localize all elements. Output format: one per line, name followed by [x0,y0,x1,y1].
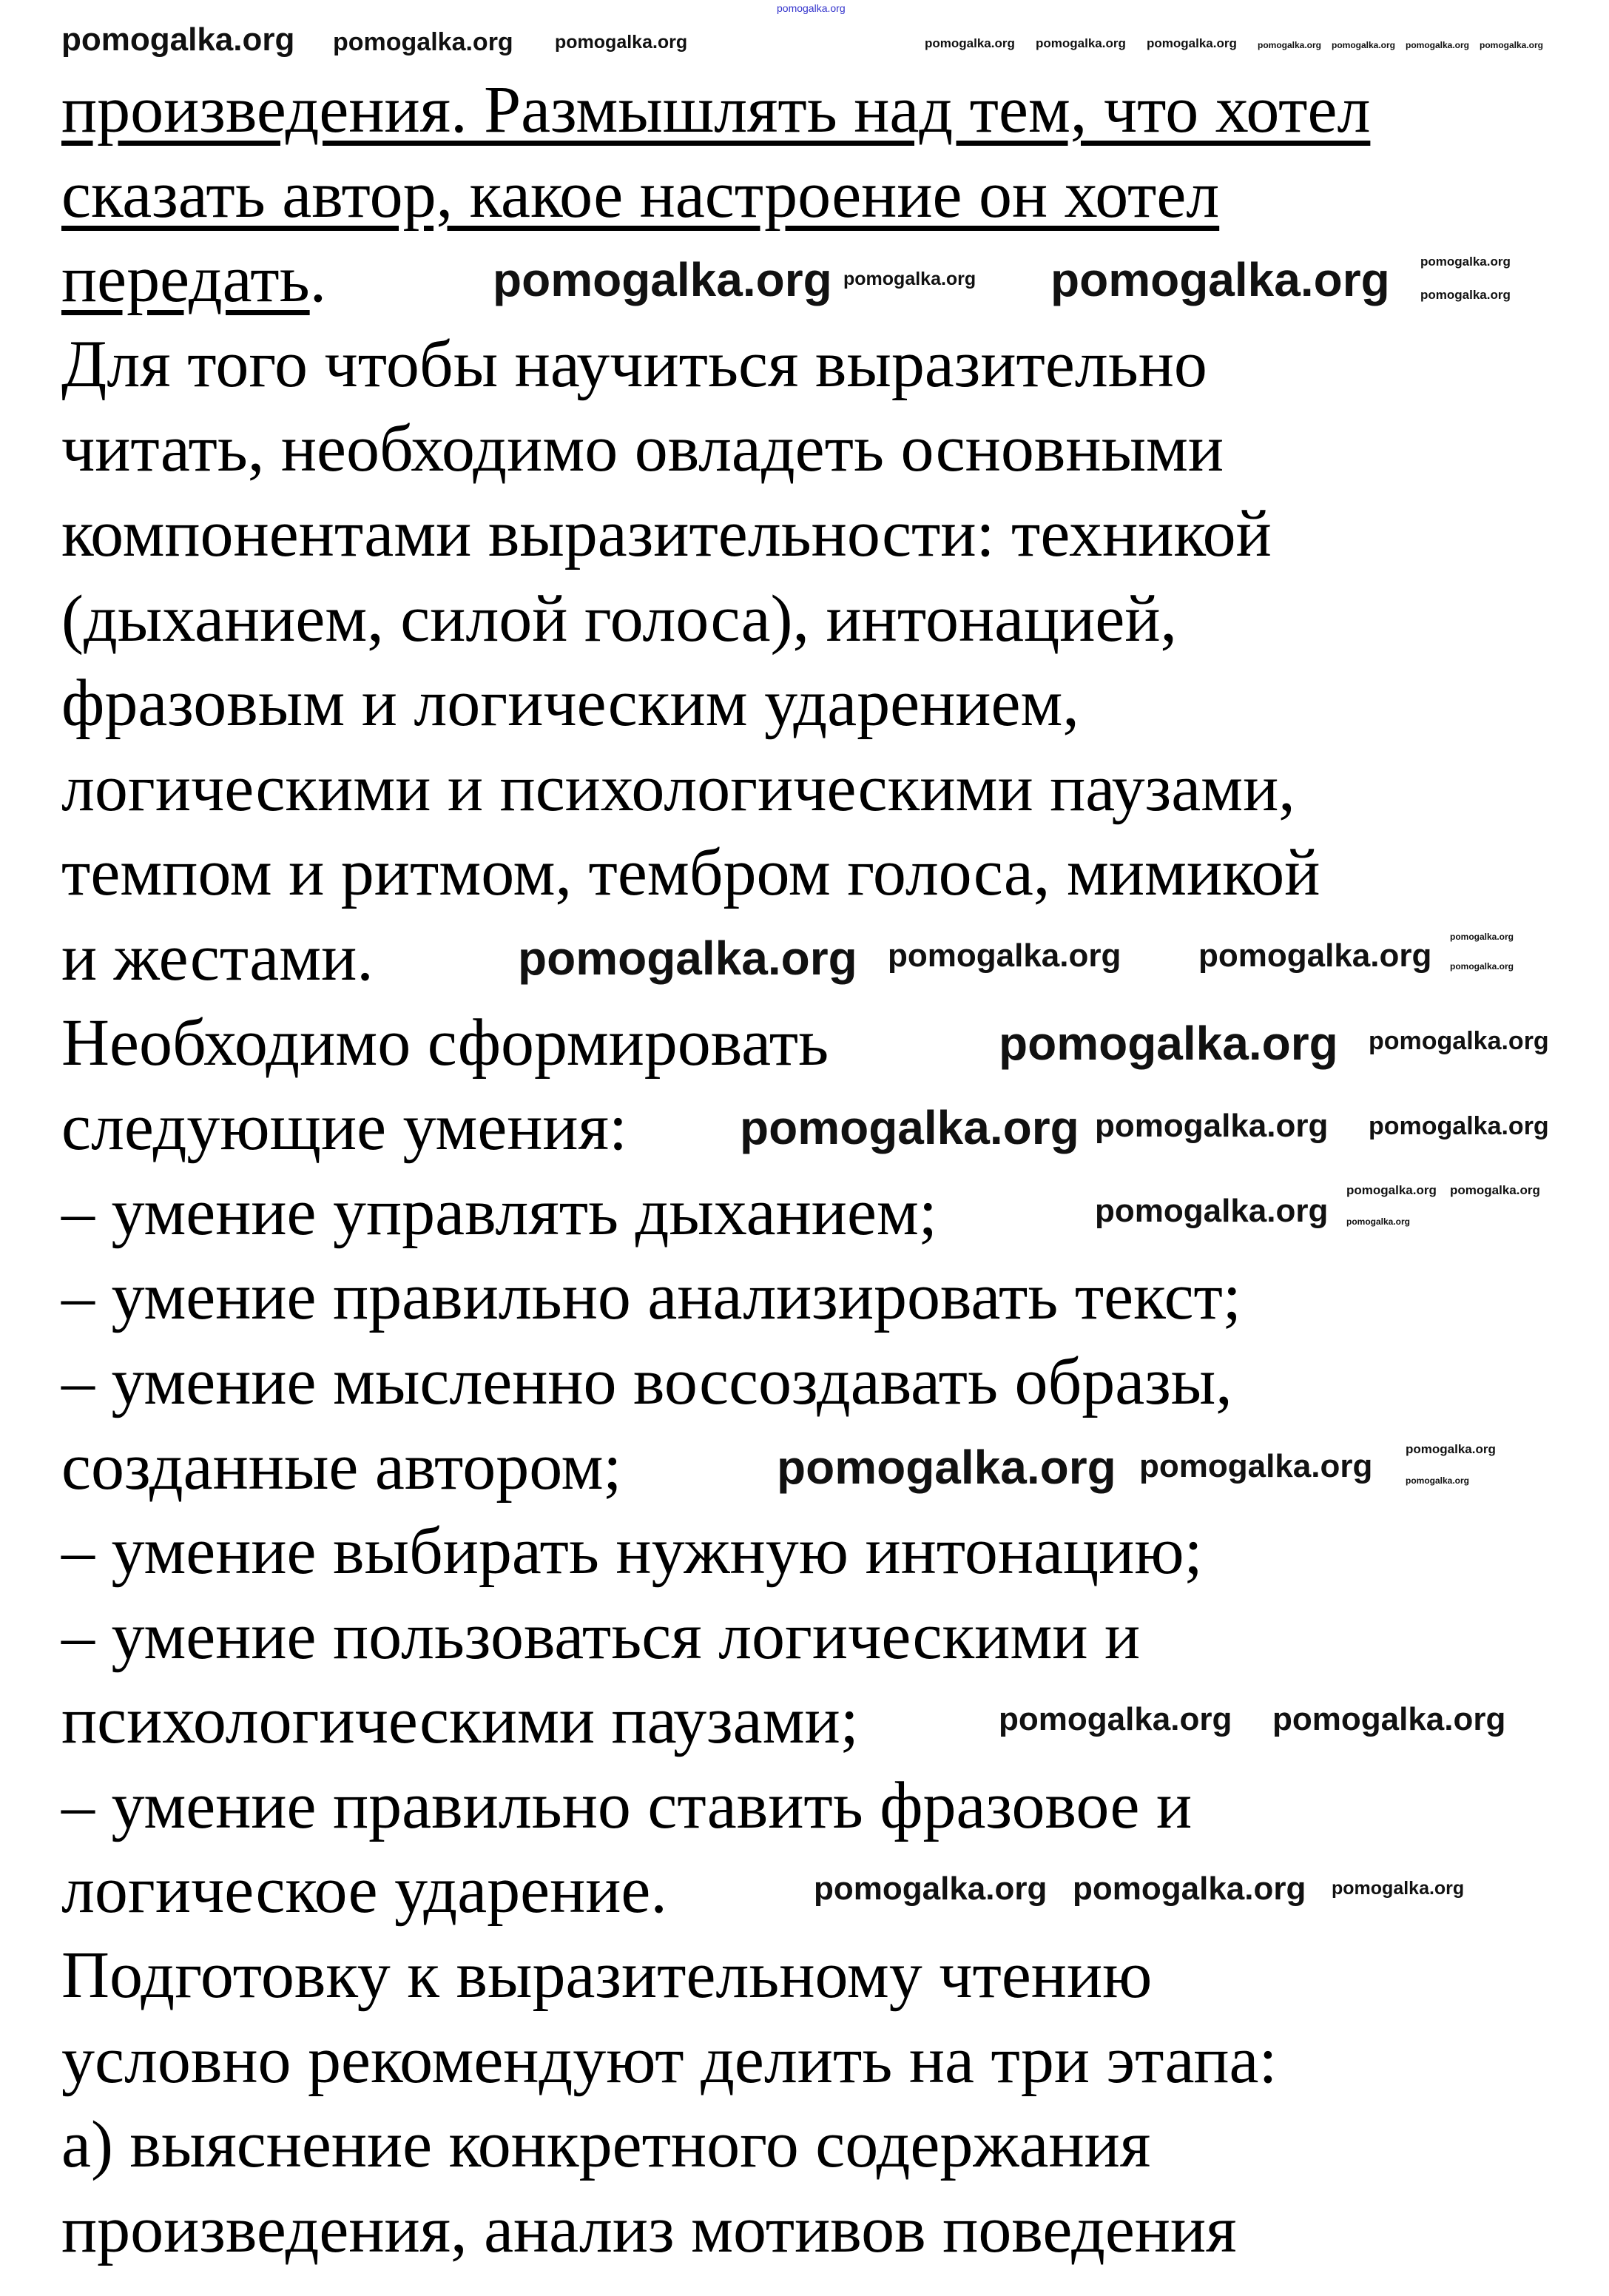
list-item: – умение выбирать нужную интонацию; [61,1515,1203,1589]
list-item: – умение правильно анализировать текст; [61,1260,1241,1334]
text-line: Подготовку к выразительному чтению [61,1939,1153,2013]
watermark: pomogalka.org [1450,961,1514,972]
list-item: – умение управлять дыханием; [61,1175,937,1249]
watermark: pomogalka.org [1095,1193,1329,1229]
text-line: следующие умения: [61,1091,627,1165]
list-item: – умение правильно ставить фразовое и [61,1768,1193,1842]
text-line: фразовым и логическим ударением, [61,667,1079,741]
watermark: pomogalka.org [1346,1216,1411,1227]
text-line: логическими и психологическими паузами, [61,751,1295,825]
text-line: Для того чтобы научиться выразительно [61,327,1207,401]
watermark: pomogalka.org [493,253,832,306]
text-line: (дыханием, силой голоса), интонацией, [61,582,1178,656]
document-text [61,68,1373,2272]
text-line: а) выяснение конкретного содержания [61,2108,1151,2182]
watermark: pomogalka.org [1036,36,1126,50]
watermark: pomogalka.org [999,1017,1338,1070]
watermark: pomogalka.org [1050,253,1390,306]
header-watermark: pomogalka.org [777,2,846,14]
text-line: компонентами выразительности: техникой [61,496,1272,570]
list-item: – умение мысленно воссоздавать образы, [61,1344,1232,1418]
watermark: pomogalka.org [1480,40,1544,50]
watermark: pomogalka.org [1450,1183,1540,1197]
watermark: pomogalka.org [1369,1027,1549,1055]
text-line: Необходимо сформировать [61,1006,829,1080]
text-line: сказать автор, какое настроение он хотел [61,158,1220,232]
watermark: pomogalka.org [1095,1108,1329,1144]
watermark: pomogalka.org [1406,1475,1470,1486]
text-line [61,238,326,323]
text-line: произведения, анализ мотивов поведения [61,2192,1237,2266]
watermark: pomogalka.org [1346,1183,1437,1197]
text-line: условно рекомендуют делить на три этапа: [61,2023,1278,2097]
watermark: pomogalka.org [1198,937,1432,974]
text-line: и жестами. [61,920,374,994]
watermark: pomogalka.org [1332,1878,1465,1899]
watermark: pomogalka.org [333,28,513,56]
watermark: pomogalka.org [1420,255,1511,269]
watermark: pomogalka.org [999,1701,1232,1737]
list-item: психологическими паузами; [61,1684,859,1758]
underlined-text: передать [61,243,310,317]
watermark: pomogalka.org [1332,40,1396,50]
watermark: pomogalka.org [1073,1871,1306,1907]
watermark: pomogalka.org [555,32,688,53]
list-item: созданные автором; [61,1430,622,1504]
text-line: читать, необходимо овладеть основными [61,412,1224,486]
watermark: pomogalka.org [925,36,1015,50]
watermark: pomogalka.org [1406,1442,1496,1456]
period: . [309,243,327,317]
watermark: pomogalka.org [518,932,857,985]
watermark: pomogalka.org [1147,36,1237,50]
list-item: логическое ударение. [61,1854,667,1928]
watermark: pomogalka.org [1272,1701,1506,1737]
list-item: – умение пользоваться логическими и [61,1599,1141,1673]
watermark: pomogalka.org [740,1101,1079,1154]
watermark: pomogalka.org [814,1871,1048,1907]
watermark: pomogalka.org [1450,932,1514,942]
watermark: pomogalka.org [1406,40,1470,50]
watermark: pomogalka.org [61,21,295,58]
watermark: pomogalka.org [1369,1112,1549,1140]
watermark: pomogalka.org [1420,288,1511,302]
watermark: pomogalka.org [843,269,976,289]
watermark: pomogalka.org [888,937,1121,974]
watermark: pomogalka.org [777,1441,1116,1494]
text-line: темпом и ритмом, тембром голоса, мимикой [61,836,1320,910]
watermark: pomogalka.org [1258,40,1322,50]
text-line: произведения. Размышлять над тем, что хотел [61,73,1371,147]
watermark: pomogalka.org [1139,1448,1373,1484]
